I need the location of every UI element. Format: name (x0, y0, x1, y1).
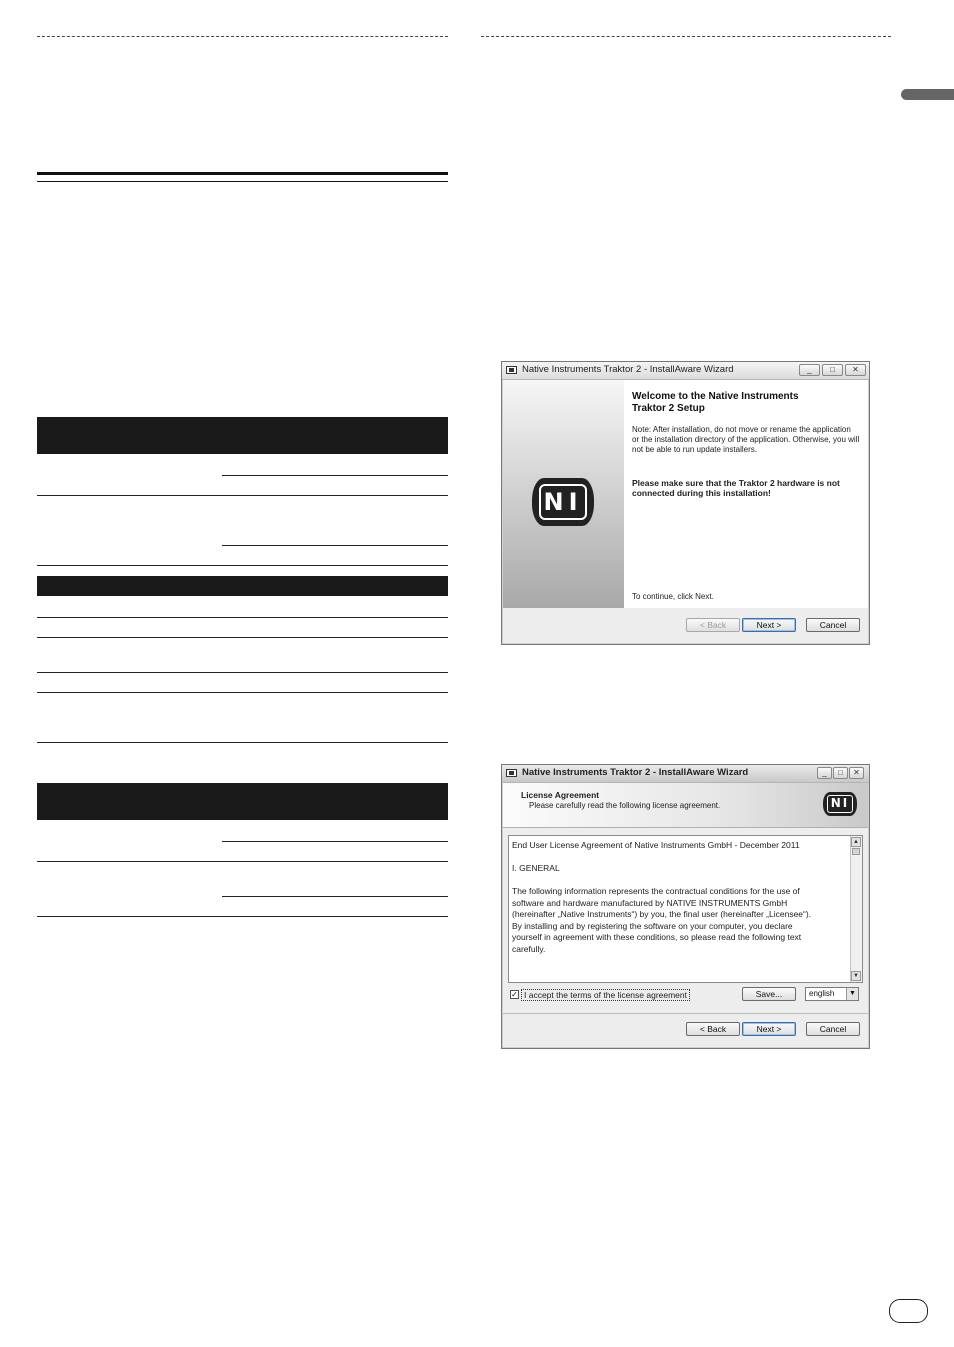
wizard-side-panel (503, 380, 624, 608)
scrollbar[interactable] (850, 836, 862, 982)
table-rule (37, 861, 448, 862)
cancel-button[interactable]: Cancel (806, 1022, 860, 1036)
section-heading-rule (37, 172, 448, 182)
chevron-down-icon[interactable]: ▼ (846, 988, 858, 1000)
next-button[interactable]: Next > (742, 618, 796, 632)
header-subtitle: Please carefully read the following license agreement. (529, 801, 721, 810)
app-icon (506, 366, 517, 374)
table-header-bar (37, 783, 448, 820)
close-icon[interactable]: ✕ (845, 364, 866, 376)
back-button[interactable]: < Back (686, 1022, 740, 1036)
scroll-thumb[interactable] (852, 848, 860, 855)
next-button[interactable]: Next > (742, 1022, 796, 1036)
license-text: End User License Agreement of Native Instruments GmbH - December 2011 I. GENERAL The following information represents the contractual conditions for the use of software and hardware manufactured by NATIVE INSTRUMENTS GmbH (hereinafter „Native Instruments“) by you, the final user (hereinafter „Licensee“). By installing and by registering the software on your computer, you declare yourself in agreement with these conditions, so please read the following text carefully. (512, 840, 812, 954)
scroll-down-icon[interactable]: ▼ (851, 971, 861, 981)
ni-logo: NI (823, 792, 857, 816)
language-select[interactable]: english ▼ (805, 987, 859, 1001)
table-rule (222, 475, 448, 476)
table-rule (222, 841, 448, 842)
hardware-warning: Please make sure that the Traktor 2 hardware is not connected during this installation! (632, 478, 840, 498)
table-rule (37, 617, 448, 618)
table-subheader-bar (37, 576, 448, 596)
close-icon[interactable]: ✕ (849, 767, 864, 779)
app-icon (506, 769, 517, 777)
license-text-area[interactable] (508, 835, 863, 983)
table-rule (222, 896, 448, 897)
titlebar (502, 765, 869, 783)
table-rule (222, 545, 448, 546)
table-rule (37, 692, 448, 693)
table-rule (37, 916, 448, 917)
table-rule (37, 565, 448, 566)
cancel-button[interactable]: Cancel (806, 618, 860, 632)
minimize-icon[interactable]: _ (817, 767, 832, 779)
welcome-dialog (501, 361, 870, 645)
ni-logo: NI (532, 478, 594, 526)
button-separator (503, 1013, 868, 1014)
save-button[interactable]: Save... (742, 987, 796, 1001)
continue-hint: To continue, click Next. (632, 592, 714, 601)
table-rule (37, 637, 448, 638)
titlebar (502, 362, 869, 380)
scroll-up-icon[interactable]: ▲ (851, 837, 861, 847)
table-rule (37, 742, 448, 743)
header-title: License Agreement (521, 790, 600, 800)
license-dialog (501, 764, 870, 1049)
welcome-heading: Welcome to the Native Instruments Traktor 2 Setup (632, 391, 799, 414)
column-divider-right (481, 36, 891, 37)
window-title: Native Instruments Traktor 2 - InstallAware Wizard (522, 767, 749, 778)
maximize-icon[interactable]: □ (833, 767, 848, 779)
table-rule (37, 495, 448, 496)
page-number-badge (889, 1299, 928, 1323)
install-note: Note: After installation, do not move or rename the application or the installation directory of the application. Otherwise, you will not be able to run update installers. (632, 425, 860, 454)
back-button[interactable]: < Back (686, 618, 740, 632)
accept-checkbox[interactable]: ✓ (511, 990, 518, 999)
wizard-content (624, 380, 868, 608)
window-title: Native Instruments Traktor 2 - InstallAware Wizard (522, 364, 734, 375)
table-header-bar (37, 417, 448, 454)
table-rule (37, 672, 448, 673)
maximize-icon[interactable]: □ (822, 364, 843, 376)
accept-label[interactable]: I accept the terms of the license agreement (521, 989, 690, 1001)
chapter-tab (901, 89, 954, 100)
wizard-header (503, 783, 868, 828)
minimize-icon[interactable]: _ (799, 364, 820, 376)
column-divider-left (37, 36, 448, 37)
